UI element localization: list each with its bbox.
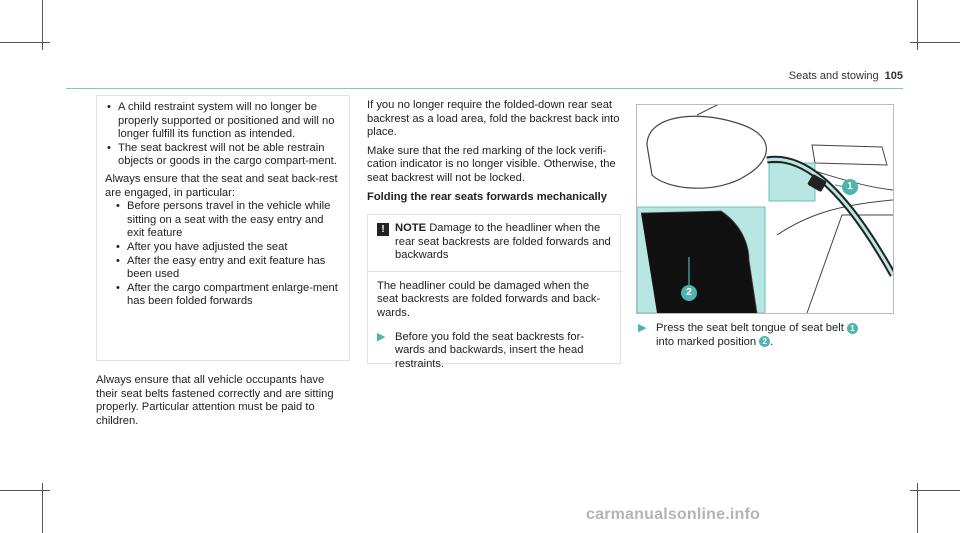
watermark: carmanualsonline.info: [586, 506, 761, 523]
instruction-step: [377, 331, 613, 372]
section-heading: Folding the rear seats forwards mechanically: [367, 190, 607, 203]
note-label: NOTE: [395, 222, 427, 234]
step-text: Before you fold the seat backrests for-wards and backwards, insert the head restraints.: [395, 330, 585, 370]
list-item: • After the easy entry and exit feature has been used: [114, 255, 343, 282]
note-header: [377, 222, 613, 263]
callout-1: 1: [842, 179, 858, 195]
warning-list: [105, 101, 343, 169]
list-item: • After you have adjusted the seat: [114, 241, 343, 255]
seat-illustration: [637, 105, 893, 313]
instruction-step: [638, 322, 894, 349]
seat-figure: [636, 104, 894, 314]
header-rule: [66, 88, 903, 89]
paragraph: Always ensure that all vehicle occupants have their seat belts fastened correctly and are sitting properly. Particular attention must be paid to children.: [96, 374, 334, 427]
crop-mark: [910, 490, 960, 491]
divider: [367, 271, 623, 272]
list-item: • The seat backrest will not be able restrain objects or goods in the cargo compart-ment.: [105, 142, 343, 169]
page-number: 105: [884, 70, 903, 82]
list-item: • A child restraint system will no longer be properly supported or positioned and will no longer fulfill its function as intended.: [105, 101, 343, 142]
page-header: [789, 70, 903, 84]
list-item: • Before persons travel in the vehicle while sitting on a seat with the easy entry and exit feature: [114, 200, 343, 241]
middle-column: [367, 99, 622, 204]
paragraph: If you no longer require the folded-down rear seat backrest as a load area, fold the backrest back into place.: [367, 99, 620, 139]
crop-mark: [910, 42, 960, 43]
callout-ref-1: 1: [847, 323, 858, 334]
step-text: [656, 322, 858, 349]
paragraph: Always ensure that the seat and seat back-rest are engaged, in particular:: [105, 172, 338, 199]
paragraph: The headliner could be damaged when the seat backrests are folded forwards and back-wards.: [377, 279, 601, 319]
paragraph: Make sure that the red marking of the lock verifi-cation indicator is no longer visible. Otherwise, the seat backrest will not be locked.: [367, 144, 616, 184]
warning-icon: !: [377, 223, 389, 236]
crop-mark: [0, 490, 50, 491]
note-content: [377, 222, 613, 371]
step-text-part: Press the seat belt tongue of seat belt: [656, 322, 844, 334]
crop-mark: [0, 42, 50, 43]
step-text-part: .: [770, 335, 774, 348]
arrow-icon: ▶: [638, 322, 647, 334]
section-title: Seats and stowing: [788, 70, 879, 82]
callout-ref-2: 2: [759, 336, 770, 347]
list-item: • After the cargo compartment enlarge-ment has been folded forwards: [114, 282, 343, 309]
note-title: Damage to the headliner when the rear seat backrests are folded forwards and backwards: [395, 222, 611, 262]
figure-step: [638, 322, 894, 349]
warning-content: [105, 101, 343, 309]
engage-list: [114, 200, 343, 309]
callout-2: 2: [681, 285, 697, 301]
arrow-icon: ▶: [377, 330, 386, 343]
step-text-part: into marked position: [656, 335, 757, 348]
